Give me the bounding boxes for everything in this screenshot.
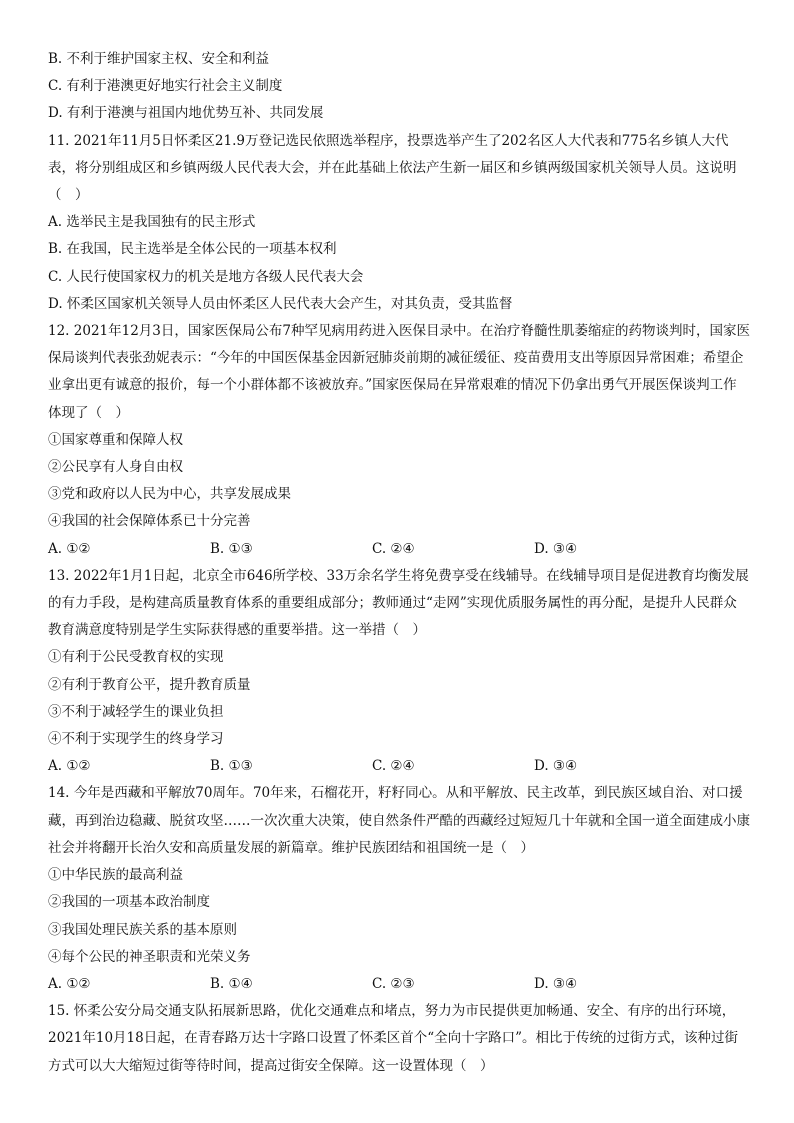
choice-b: B. ①④ (210, 975, 253, 992)
statement-2: ②公民享有人身自由权 (48, 459, 183, 476)
option-b: B. 不利于维护国家主权、安全和利益 (48, 51, 270, 67)
option-d: D. 怀柔区国家机关领导人员由怀柔区人民代表大会产生，对其负责，受其监督 (48, 295, 513, 312)
answer-choices (48, 536, 750, 563)
choice-d: D. ③④ (534, 758, 578, 775)
question-12 (48, 318, 750, 563)
statement-1: ①有利于公民受教育权的实现 (48, 649, 224, 666)
option-d: D. 有利于港澳与祖国内地优势互补、共同发展 (48, 105, 324, 122)
option-c: C. 有利于港澳更好地实行社会主义制度 (48, 78, 283, 95)
question-stem: 11. 2021年11月5日怀柔区21.9万登记选民依照选举程序，投票选举产生了202名区人大代表和775名乡镇人大代表，将分别组成区和乡镇两级人民代表大会，并在此基础上依法产生新一届区和乡镇两级国家机关领导人员。这说明（ ） (48, 132, 737, 204)
option-c: C. 人民行使国家权力的机关是地方各级人民代表大会 (48, 268, 364, 285)
question-14 (48, 780, 750, 998)
question-11 (48, 128, 750, 318)
statement-2: ②我国的一项基本政治制度 (48, 894, 210, 911)
question-10-options (48, 46, 750, 128)
question-stem: 14. 今年是西藏和平解放70周年。70年来，石榴花开，籽籽同心。从和平解放、民主改革，到民族区域自治、对口援藏，再到治边稳藏、脱贫攻坚……一次次重大决策，使自然条件严酷的西藏经过短短几十年就和全国一道全面建成小康社会并将翻开长治久安和高质量发展的新篇章。维护民族团结和祖国统一是（ ） (48, 785, 750, 856)
choice-c: C. ②④ (372, 758, 415, 775)
statement-1: ①国家尊重和保障人权 (48, 431, 183, 448)
option-a: A. 选举民主是我国独有的民主形式 (48, 214, 256, 231)
statement-3: ③不利于减轻学生的课业负担 (48, 703, 224, 720)
question-stem: 12. 2021年12月3日，国家医保局公布7种罕见病用药进入医保目录中。在治疗脊髓性肌萎缩症的药物谈判时，国家医保局谈判代表张劲妮表示：“今年的中国医保基金因新冠肺炎前期的减征缓征、疫苗费用支出等原因异常困难；希望企业拿出更有诚意的报价，每一个小群体都不该被放弃。”国家医保局在异常艰难的情况下仍拿出勇气开展医保谈判工作体现了（ ） (48, 323, 750, 421)
statement-3: ③党和政府以人民为中心，共享发展成果 (48, 486, 291, 503)
option-b: B. 在我国，民主选举是全体公民的一项基本权利 (48, 241, 337, 258)
statement-1: ①中华民族的最高利益 (48, 867, 183, 884)
choice-b: B. ①③ (210, 758, 253, 775)
choice-c: C. ②③ (372, 975, 415, 992)
choice-d: D. ③④ (534, 975, 578, 992)
question-13 (48, 563, 750, 781)
statement-4: ④我国的社会保障体系已十分完善 (48, 513, 251, 530)
question-stem: 13. 2022年1月1日起，北京全市646所学校、33万余名学生将免费享受在线辅导。在线辅导项目是促进教育均衡发展的有力手段，是构建高质量教育体系的重要组成部分；教师通过“走网”实现优质服务属性的再分配，是提升人民群众教育满意度特别是学生实际获得感的重要举措。这一举措（ ） (48, 567, 749, 639)
answer-choices (48, 753, 750, 780)
statement-3: ③我国处理民族关系的基本原则 (48, 921, 237, 938)
choice-a: A. ①② (48, 540, 91, 557)
question-stem: 15. 怀柔公安分局交通支队拓展新思路，优化交通难点和堵点，努力为市民提供更加畅通、安全、有序的出行环境，2021年10月18日起，在青春路万达十字路口设置了怀柔区首个“全向十字路口”。相比于传统的过街方式，该种过街方式可以大大缩短过街等待时间，提高过街安全保障。这一设置体现（ ） (48, 1003, 739, 1074)
choice-b: B. ①③ (210, 540, 253, 557)
statement-4: ④每个公民的神圣职责和光荣义务 (48, 948, 251, 965)
statement-2: ②有利于教育公平，提升教育质量 (48, 676, 251, 693)
question-15 (48, 998, 750, 1080)
choice-a: A. ①② (48, 975, 91, 992)
choice-d: D. ③④ (534, 540, 578, 557)
choice-c: C. ②④ (372, 540, 415, 557)
answer-choices (48, 971, 750, 998)
choice-a: A. ①② (48, 758, 91, 775)
statement-4: ④不利于实现学生的终身学习 (48, 731, 224, 748)
